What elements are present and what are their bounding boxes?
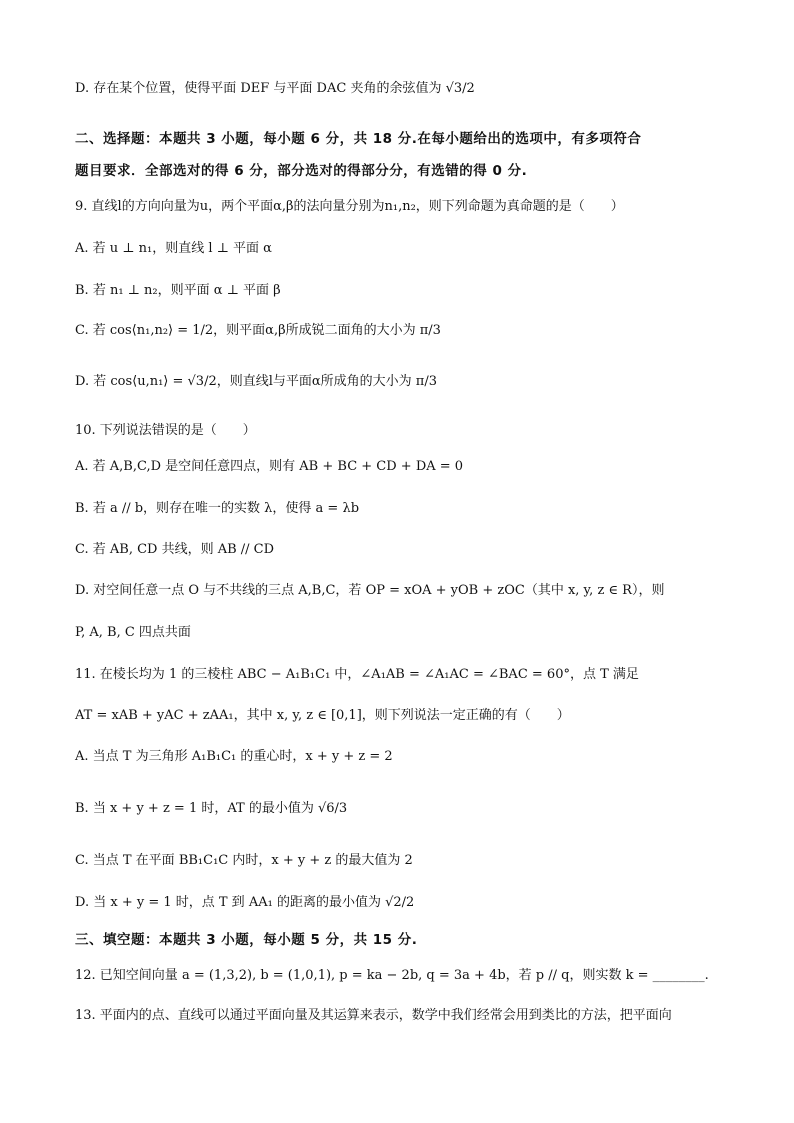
- text-line: B. 当 x + y + z = 1 时，AT 的最小值为 √6/3: [75, 801, 348, 816]
- text-line: A. 若 A,B,C,D 是空间任意四点，则有 AB + BC + CD + DA = 0: [75, 459, 464, 474]
- text-line: P, A, B, C 四点共面: [75, 625, 191, 640]
- text-line: C. 若 cos⟨n₁,n₂⟩ = 1/2，则平面α,β所成锐二面角的大小为 π/3: [75, 323, 441, 338]
- text-line: B. 若 n₁ ⊥ n₂，则平面 α ⊥ 平面 β: [75, 283, 281, 298]
- text-line: D. 当 x + y = 1 时，点 T 到 AA₁ 的距离的最小值为 √2/2: [75, 895, 415, 910]
- section-heading: 二、选择题：本题共 3 小题，每小题 6 分，共 18 分.在每小题给出的选项中，有多项符合: [75, 131, 642, 147]
- text-line: C. 若 AB, CD 共线，则 AB // CD: [75, 542, 275, 557]
- text-line: 11. 在棱长均为 1 的三棱柱 ABC − A₁B₁C₁ 中，∠A₁AB = ∠A₁AC = ∠BAC = 60°，点 T 满足: [75, 667, 639, 682]
- section-heading: 三、填空题：本题共 3 小题，每小题 5 分，共 15 分.: [75, 932, 418, 948]
- text-line: 12. 已知空间向量 a = (1,3,2), b = (1,0,1), p = ka − 2b, q = 3a + 4b，若 p // q，则实数 k = ________.: [75, 968, 709, 983]
- text-line: D. 存在某个位置，使得平面 DEF 与平面 DAC 夹角的余弦值为 √3/2: [75, 81, 475, 96]
- text-line: A. 当点 T 为三角形 A₁B₁C₁ 的重心时，x + y + z = 2: [75, 749, 393, 764]
- text-line: 9. 直线l的方向向量为u，两个平面α,β的法向量分别为n₁,n₂，则下列命题为真命题的是（ ）: [75, 199, 624, 214]
- text-line: 13. 平面内的点、直线可以通过平面向量及其运算来表示，数学中我们经常会用到类比的方法，把平面向: [75, 1008, 672, 1023]
- text-line: B. 若 a // b，则存在唯一的实数 λ，使得 a = λb: [75, 501, 360, 516]
- text-line: D. 若 cos⟨u,n₁⟩ = √3/2，则直线l与平面α所成角的大小为 π/3: [75, 374, 437, 389]
- section-heading: 题目要求．全部选对的得 6 分，部分选对的得部分分，有选错的得 0 分.: [75, 163, 528, 179]
- text-line: 10. 下列说法错误的是（ ）: [75, 423, 256, 438]
- text-line: A. 若 u ⊥ n₁，则直线 l ⊥ 平面 α: [75, 241, 272, 256]
- text-line: C. 当点 T 在平面 BB₁C₁C 内时，x + y + z 的最大值为 2: [75, 853, 413, 868]
- text-line: D. 对空间任意一点 O 与不共线的三点 A,B,C，若 OP = xOA + yOB + zOC（其中 x, y, z ∈ R），则: [75, 583, 665, 598]
- text-line: AT = xAB + yAC + zAA₁，其中 x, y, z ∈ [0,1]，则下列说法一定正确的有（ ）: [75, 708, 570, 723]
